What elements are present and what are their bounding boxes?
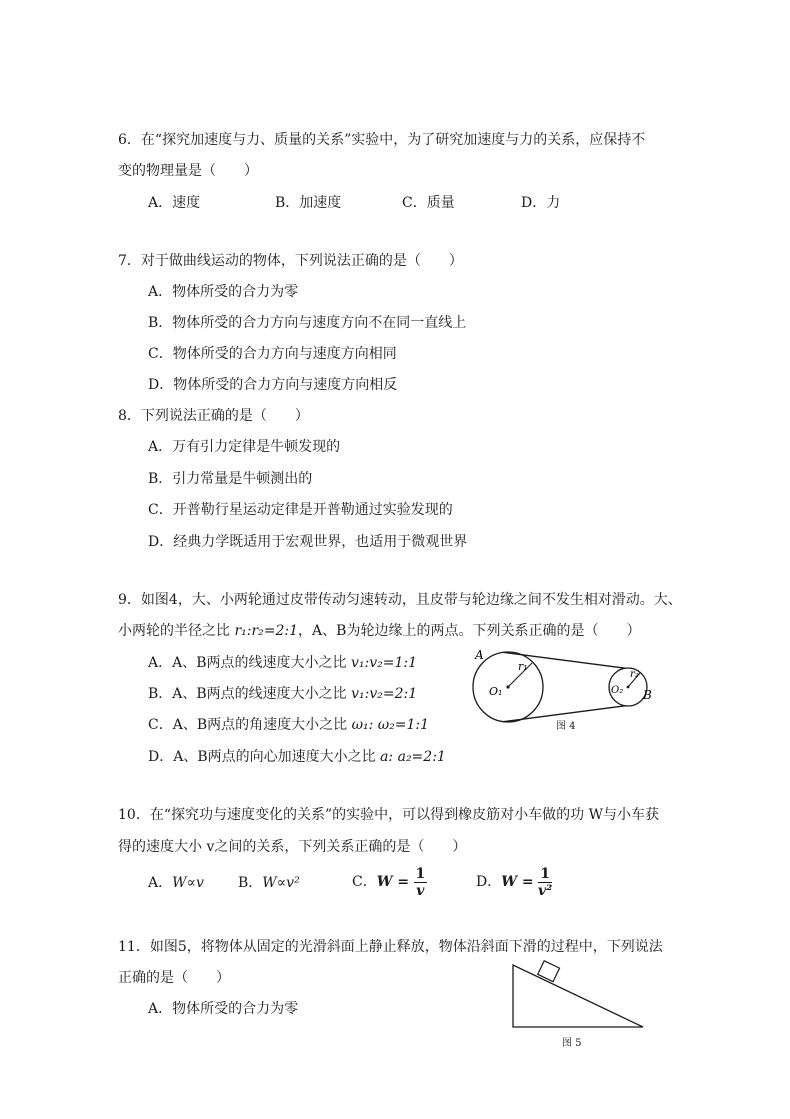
q7-stem: 7．对于做曲线运动的物体，下列说法正确的是（ ） xyxy=(118,253,463,269)
center-o2-dot xyxy=(627,686,630,689)
q10-option-c-denominator: v xyxy=(416,882,425,899)
q6-stem-line1: 6．在“探究加速度与力、质量的关系”实验中，为了研究加速度与力的关系，应保持不 xyxy=(118,132,646,148)
center-o1-dot xyxy=(506,685,509,688)
label-r1: r₁ xyxy=(518,660,528,673)
q10-option-c-lhs: W = xyxy=(376,874,410,890)
belt-bottom xyxy=(503,706,625,722)
figure-4-caption: 图 4 xyxy=(556,721,576,732)
q8-option-a: A．万有引力定律是牛顿发现的 xyxy=(148,439,341,455)
q6-option-b: B．加速度 xyxy=(275,195,342,211)
q9-stem-line1: 9．如图4，大、小两轮通过皮带传动匀速转动，且皮带与轮边缘之间不发生相对滑动。大、 xyxy=(118,592,682,608)
q10-option-a xyxy=(148,874,204,892)
q11-option-a: A．物体所受的合力为零 xyxy=(148,1001,299,1017)
q10-option-d-fraction xyxy=(538,866,552,899)
q9-radius-ratio: r₁:r₂=2:1 xyxy=(234,623,299,639)
q7-option-c: C．物体所受的合力方向与速度方向相同 xyxy=(148,346,397,362)
q6-stem-line2: 变的物理量是（ ） xyxy=(118,163,258,179)
q10-option-b-label: B． xyxy=(238,875,263,891)
label-o2: O₂ xyxy=(611,685,624,696)
q8-option-c: C．开普勒行星运动定律是开普勒通过实验发现的 xyxy=(148,502,453,518)
q9-option-b-text: B．A、B两点的线速度大小之比 xyxy=(148,686,352,702)
q9-stem-text-2: ，A、B为轮边缘上的两点。下列关系正确的是（ ） xyxy=(298,623,641,639)
label-a: A xyxy=(475,648,484,662)
q9-option-c-text: C．A、B两点的角速度大小之比 xyxy=(148,717,352,733)
label-o1: O₁ xyxy=(489,685,503,698)
q9-option-a-formula: v₁:v₂=1:1 xyxy=(350,655,417,671)
q10-option-c xyxy=(352,862,427,902)
q9-option-b xyxy=(148,685,417,703)
q6-option-c: C．质量 xyxy=(402,195,455,211)
q10-option-c-label: C． xyxy=(352,874,377,890)
q10-option-b xyxy=(238,874,300,892)
q9-option-c xyxy=(148,716,429,734)
q9-stem-text: 小两轮的半径之比 xyxy=(118,623,235,639)
q9-option-d-text: D．A、B两点的向心加速度大小之比 xyxy=(148,749,381,765)
incline-triangle xyxy=(513,965,643,1027)
q10-option-d xyxy=(476,862,552,902)
q6-option-a: A．速度 xyxy=(148,195,201,211)
q10-option-d-label: D． xyxy=(476,874,502,890)
q10-option-a-label: A． xyxy=(148,875,173,891)
q9-option-c-formula: ω₁: ω₂=1:1 xyxy=(351,717,430,733)
figure-5-incline xyxy=(505,955,650,1035)
q9-option-a xyxy=(148,654,417,672)
q9-option-d xyxy=(148,748,446,766)
q10-option-d-lhs: W = xyxy=(501,874,534,890)
q7-option-b: B．物体所受的合力方向与速度方向不在同一直线上 xyxy=(148,315,467,331)
q11-stem-line1: 11．如图5，将物体从固定的光滑斜面上静止释放，物体沿斜面下滑的过程中，下列说法 xyxy=(118,939,663,955)
q6-option-d: D．力 xyxy=(521,195,561,211)
label-r2: r₂ xyxy=(630,669,639,680)
q9-option-d-formula: a: a₂=2:1 xyxy=(380,749,446,765)
q8-option-d: D．经典力学既适用于宏观世界，也适用于微观世界 xyxy=(148,534,468,550)
q7-option-a: A．物体所受的合力为零 xyxy=(148,284,299,300)
figure-5-caption: 图 5 xyxy=(562,1038,582,1049)
q8-option-b: B．引力常量是牛顿测出的 xyxy=(148,471,313,487)
q9-option-b-formula: v₁:v₂=2:1 xyxy=(351,686,418,702)
q10-option-d-denominator: v² xyxy=(538,882,553,899)
q9-stem-line2 xyxy=(118,622,640,640)
q9-option-a-text: A．A、B两点的线速度大小之比 xyxy=(148,655,351,671)
q8-stem: 8．下列说法正确的是（ ） xyxy=(118,408,309,424)
q10-option-c-fraction xyxy=(414,866,428,899)
q10-stem-line1: 10．在“探究功与速度变化的关系”的实验中，可以得到橡皮筋对小车做的功 W与小车获 xyxy=(118,807,659,823)
q7-option-d: D．物体所受的合力方向与速度方向相反 xyxy=(148,377,398,393)
q10-option-c-numerator: 1 xyxy=(415,865,426,882)
q11-stem-line2: 正确的是（ ） xyxy=(118,970,230,986)
q10-option-a-expr: W∝v xyxy=(172,875,204,891)
q10-option-b-expr: W∝v² xyxy=(262,875,300,891)
q10-stem-line2: 得的速度大小 v之间的关系，下列关系正确的是（ ） xyxy=(118,839,467,855)
q10-option-d-numerator: 1 xyxy=(538,866,552,883)
label-b: B xyxy=(643,688,652,702)
